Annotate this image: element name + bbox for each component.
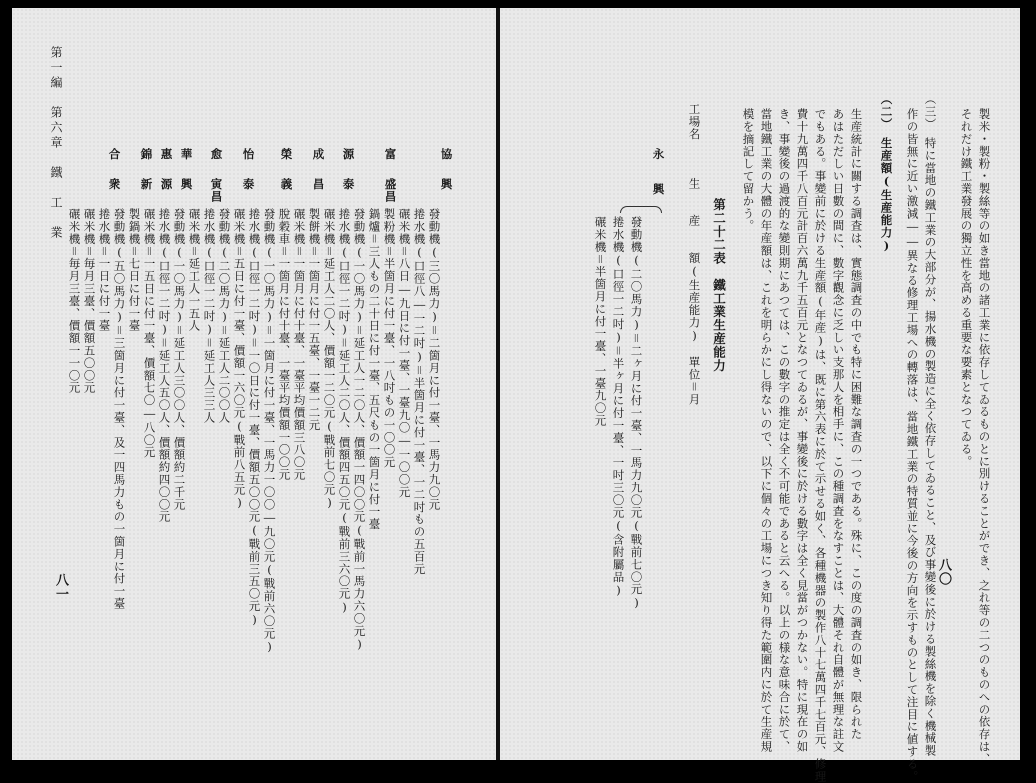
factory-name: 興 — [179, 178, 194, 191]
table-title: 第二十二表 鐵工業生産能力 — [711, 198, 727, 373]
factory-name: 富 — [383, 148, 398, 161]
factory-name: 義 — [279, 178, 294, 191]
production-entry: 捲水機(口徑一二吋)＝半ヶ月に付一臺、一吋三〇元(含附屬品) — [611, 216, 626, 598]
factory-name: 泰 — [241, 178, 256, 191]
factory-name: 華 — [179, 148, 194, 161]
body-line: き、事變後の過渡的な變則期にあつては、この數字の推定は全く不可能であると云へる。以上の様な意味合に於て、 — [777, 108, 792, 753]
factory-name: 錦 — [139, 148, 154, 161]
factory-name: 協 — [439, 148, 454, 161]
factory-name: 興 — [439, 178, 454, 191]
production-entry: 發動機(一〇馬力)＝一箇月に付一臺、一馬力一〇〇―九〇元(戰前六〇元) — [262, 208, 277, 655]
factory-name: 源 — [159, 178, 174, 191]
body-line: それだけ鐵工業發展の獨立性を高める重要な要素となつてゐる。 — [959, 108, 974, 468]
body-line: あはただしい日數の間に、數字觀念に乏しい支那人を相手に、この種調査をなすことは、大體それ自體が無理な註文 — [831, 108, 846, 753]
right-page — [500, 8, 1020, 783]
page-number-right: 八〇 — [936, 558, 951, 586]
production-entry: 捲水機(口徑一二吋)＝延工人二〇人、價額四五〇元(戰前三六〇元) — [337, 208, 352, 615]
section-heading: （二） 生産額(生産能力) — [879, 93, 894, 254]
production-entry: 鍋爐＝三人もの二十日に付一臺、五尺もの一箇月に付一臺 — [367, 208, 382, 531]
production-entry: 發動機(五〇馬力)＝三箇月に付一臺、及一四馬力もの一箇月に付一臺 — [112, 208, 127, 610]
left-page — [12, 8, 496, 760]
production-entry: 製餅機＝一箇月に付一五臺、一臺一二元 — [307, 208, 322, 432]
production-entry: 捲水機＝一日に付一臺 — [97, 208, 112, 332]
running-head: 第一編 第六章 鐵 工 業 — [49, 46, 63, 241]
production-entry: 碾米機＝毎月三臺、價額一一〇元 — [67, 208, 82, 394]
factory-name: 寅昌 — [209, 178, 224, 203]
production-entry: 碾米機＝一箇月に付十臺、一臺平均價額三八〇元 — [292, 208, 307, 481]
production-entry: 製鍋機＝七日に付一臺 — [127, 208, 142, 332]
page-number-left: 八一 — [53, 573, 68, 601]
production-entry: 脫穀車＝一箇月に付十臺、一臺平均價額一〇〇元 — [277, 208, 292, 481]
factory-name: 興 — [651, 183, 666, 196]
factory-name: 永 — [651, 148, 666, 161]
body-line: 作の皆無に近い激減――異なる修理工場への轉落は、當地鐵工業の特質並に今後の方向を示すものとして注目に値する。 — [905, 108, 920, 783]
body-line: （三） 特に當地の鐵工業の大部分が、揚水機の製造に全く依存してゐること、及び事變後に於ける製絲機を除く機械製 — [923, 93, 938, 757]
production-entry: 發動機(二〇馬力)＝二ヶ月に付一臺、一馬力九〇元(戰前七〇元) — [629, 216, 644, 611]
production-entry: 碾米機＝毎月三臺、價額五〇〇元 — [82, 208, 97, 394]
factory-name: 合 — [107, 148, 122, 161]
production-entry: 捲水機(口徑一二吋)＝一〇日に付一臺、價額五〇〇元(戰前三五〇元) — [247, 208, 262, 628]
production-entry: 碾米機＝八日―九日に付一臺、一臺九〇―一〇〇元 — [397, 208, 412, 499]
factory-name: 怡 — [241, 148, 256, 161]
table-header: 工場名 生 産 額(生産能力) 單位＝月 — [687, 103, 702, 406]
factory-name: 泰 — [341, 178, 356, 191]
production-entry: 碾米機＝延工人一五人 — [187, 208, 202, 332]
factory-name: 源 — [341, 148, 356, 161]
factory-name: 衆 — [107, 178, 122, 191]
production-entry: 捲水機(口徑八―一二吋)＝半箇月に付一臺、一二吋もの五百元 — [412, 208, 427, 576]
body-line: でもある。事變前に於ける生産額(年産)は、既に第六表に於て示せる如く、各種機器の製作八十七萬四千七百元、修理 — [813, 108, 828, 783]
production-entry: 發動機(一〇馬力)＝延工人一二〇人、價額一四〇〇元(戰前一馬力六〇元) — [352, 208, 367, 652]
production-entry: 發動機(一〇馬力)＝延工人三〇〇人、價額約二千元 — [172, 208, 187, 511]
factory-name: 惠 — [159, 148, 174, 161]
body-line: 當地鐵工業の大體の年産額は、これを明らかにし得ないので、以下に個々の工場につき知り得た範圍内に於て生産規 — [759, 108, 774, 753]
body-line: 製米・製粉・製絲等の如き當地の諸工業に依存してゐるものとに別けることができ、之れ等の二つのものへの依存は、 — [977, 108, 992, 766]
production-entry: 捲水機(口徑一二吋)＝延工人五〇人、價額約四〇〇元 — [157, 208, 172, 523]
production-entry: 製粉機＝半箇月に付一臺、一八吋もの一〇〇元 — [382, 208, 397, 469]
factory-name: 成 — [311, 148, 326, 161]
factory-name: 盛昌 — [383, 178, 398, 203]
factory-name: 昌 — [311, 178, 326, 191]
factory-name: 榮 — [279, 148, 294, 161]
production-entry: 碾米機＝半箇月に付一臺、一臺九〇元 — [593, 216, 608, 427]
production-entry: 碾米機＝五日に付一臺、價額一六〇元(戰前八五元) — [232, 208, 247, 511]
row-brace — [620, 206, 662, 213]
production-entry: 捲水機(口徑一二吋)＝延工人三三人 — [202, 208, 217, 424]
production-entry: 碾米機＝一五日に付一臺、價額七〇―八〇元 — [142, 208, 157, 459]
production-entry: 碾米機＝延工人二〇人、價額一二〇元(戰前七〇元) — [322, 208, 337, 511]
body-line: 模を摘記して留かう。 — [741, 108, 756, 232]
factory-name: 愈 — [209, 148, 224, 161]
production-entry: 發動機(二〇馬力)＝延工人二〇〇人 — [217, 208, 232, 424]
body-line: 費十九萬四千八百元計百六萬九千五百元となつてゐるが、事變後に於ける數字は全く見當がつかない。特に現在の如 — [795, 108, 810, 753]
production-entry: 發動機(三〇馬力)＝二箇月に付一臺、一馬力九〇元 — [427, 208, 442, 511]
body-line: 生産統計に關する調査は、實態調査の中でも特に困難な調査の一つである。殊に、この度の調査の如き、限られた — [849, 108, 864, 741]
factory-name: 新 — [139, 178, 154, 191]
